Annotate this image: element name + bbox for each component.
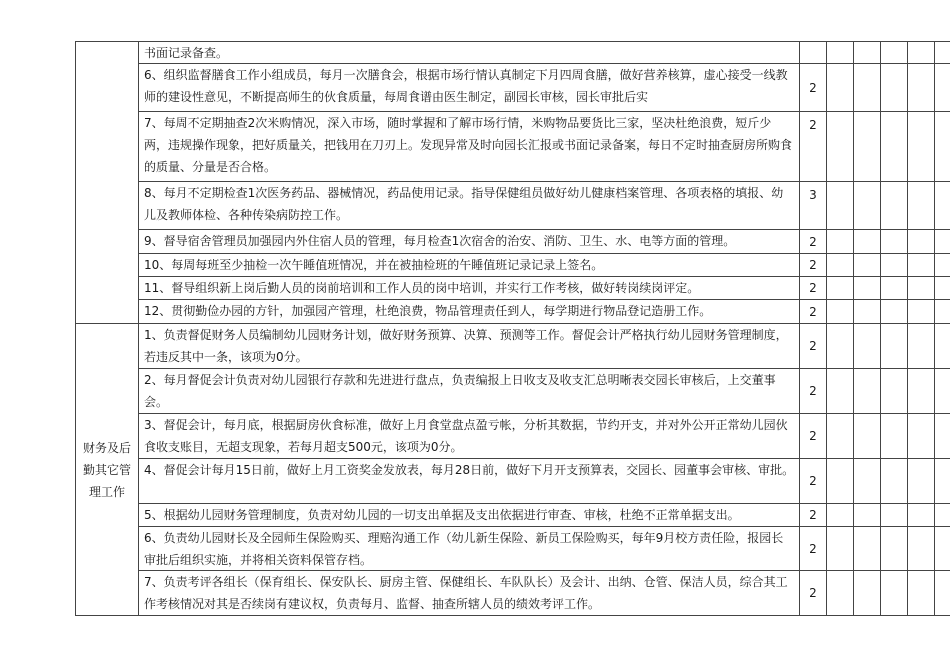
- blank-cell: [854, 504, 881, 527]
- item-text: [139, 42, 800, 64]
- score-cell: 2: [800, 254, 827, 277]
- table-row: [76, 42, 950, 64]
- blank-cell: [827, 112, 854, 182]
- table-row: [76, 414, 950, 459]
- blank-cell: [908, 369, 935, 414]
- item-text-content: 10、每周每班至少抽检一次午睡值班情况，并在被抽检班的午睡值班记录记录上签名。: [144, 258, 604, 272]
- blank-cell: [827, 504, 854, 527]
- blank-cell: [935, 182, 950, 230]
- blank-cell: [827, 254, 854, 277]
- blank-cell: [854, 230, 881, 254]
- blank-cell: [935, 324, 950, 369]
- item-text-content: 7、每周不定期抽查2次米购情况，深入市场，随时掌握和了解市场行情，米购物品要货比三家，坚决杜绝浪费，短斤少两，违规操作现象，把好质量关，把钱用在刀刃上。发现异常及时向园长汇报或书面记录备案，每日不定时抽查厨房所购食的质量、分量是否合格。: [144, 116, 793, 174]
- blank-cell: [881, 230, 908, 254]
- item-text-content: 书面记录备查。: [144, 46, 229, 60]
- blank-cell: [935, 42, 950, 64]
- blank-cell: [881, 254, 908, 277]
- blank-cell: [827, 459, 854, 504]
- item-text: [139, 459, 800, 504]
- item-text: [139, 277, 800, 300]
- score-cell: 2: [800, 369, 827, 414]
- blank-cell: [881, 414, 908, 459]
- table-row: [76, 64, 950, 112]
- blank-cell: [908, 324, 935, 369]
- blank-cell: [935, 112, 950, 182]
- blank-cell: [854, 64, 881, 112]
- table-row: [76, 571, 950, 616]
- blank-cell: [935, 230, 950, 254]
- blank-cell: [881, 324, 908, 369]
- blank-cell: [854, 42, 881, 64]
- item-text: [139, 182, 800, 230]
- table-row: [76, 504, 950, 527]
- item-text: [139, 571, 800, 616]
- blank-cell: [908, 504, 935, 527]
- blank-cell: [881, 571, 908, 616]
- blank-cell: [881, 527, 908, 571]
- item-text-content: 8、每月不定期检查1次医务药品、器械情况，药品使用记录。指导保健组员做好幼儿健康档案管理、各项表格的填报、幼儿及教师体检、各种传染病防控工作。: [144, 186, 784, 222]
- score-cell: 2: [800, 112, 827, 182]
- blank-cell: [935, 504, 950, 527]
- blank-cell: [908, 64, 935, 112]
- item-text: [139, 527, 800, 571]
- blank-cell: [908, 182, 935, 230]
- blank-cell: [827, 182, 854, 230]
- blank-cell: [908, 300, 935, 324]
- evaluation-table: [75, 41, 950, 616]
- item-text-content: 11、督导组织新上岗后勤人员的岗前培训和工作人员的岗中培训，并实行工作考核，做好转岗续岗评定。: [144, 281, 700, 295]
- blank-cell: [827, 324, 854, 369]
- blank-cell: [827, 300, 854, 324]
- score-cell: 2: [800, 571, 827, 616]
- category-cell: [76, 42, 139, 324]
- score-cell: 2: [800, 230, 827, 254]
- item-text-content: 6、负责幼儿园财长及全园师生保险购买、理赔沟通工作（幼儿新生保险、新员工保险购买，每年9月校方责任险，报园长审批后组织实施，并将相关资料保管存档。: [144, 531, 784, 567]
- blank-cell: [827, 414, 854, 459]
- blank-cell: [827, 277, 854, 300]
- table-row: [76, 459, 950, 504]
- blank-cell: [854, 571, 881, 616]
- blank-cell: [854, 277, 881, 300]
- blank-cell: [935, 459, 950, 504]
- blank-cell: [908, 414, 935, 459]
- item-text-content: 12、贯彻勤俭办园的方针，加强园产管理，杜绝浪费，物品管理责任到人，每学期进行物品登记造册工作。: [144, 304, 712, 318]
- blank-cell: [908, 230, 935, 254]
- table-row: [76, 324, 950, 369]
- item-text: [139, 64, 800, 112]
- blank-cell: [881, 277, 908, 300]
- blank-cell: [908, 254, 935, 277]
- score-cell: 2: [800, 277, 827, 300]
- score-cell: 2: [800, 300, 827, 324]
- score-cell: 3: [800, 182, 827, 230]
- item-text-content: 6、组织监督膳食工作小组成员，每月一次膳食会，根据市场行情认真制定下月四周食膳，做好营养核算，虚心接受一线教师的建设性意见，不断提高师生的伙食质量，每周食谱由医生制定，副园长审核，园长审批后实: [144, 68, 788, 104]
- item-text-content: 2、每月督促会计负责对幼儿园银行存款和先进进行盘点，负责编报上日收支及收支汇总明晰表交园长审核后，上交董事会。: [144, 373, 776, 409]
- blank-cell: [908, 42, 935, 64]
- item-text: [139, 300, 800, 324]
- table-row: [76, 300, 950, 324]
- blank-cell: [827, 64, 854, 112]
- blank-cell: [935, 300, 950, 324]
- item-text: [139, 504, 800, 527]
- score-cell: [800, 42, 827, 64]
- item-text-content: 1、负责督促财务人员编制幼儿园财务计划，做好财务预算、决算、预测等工作。督促会计严格执行幼儿园财务管理制度，若违反其中一条，该项为0分。: [144, 328, 788, 364]
- blank-cell: [854, 182, 881, 230]
- blank-cell: [854, 112, 881, 182]
- blank-cell: [854, 254, 881, 277]
- score-cell: 2: [800, 324, 827, 369]
- blank-cell: [881, 42, 908, 64]
- item-text: [139, 112, 800, 182]
- blank-cell: [854, 369, 881, 414]
- blank-cell: [881, 182, 908, 230]
- blank-cell: [935, 277, 950, 300]
- item-text: [139, 324, 800, 369]
- blank-cell: [935, 414, 950, 459]
- blank-cell: [908, 527, 935, 571]
- score-cell: 2: [800, 459, 827, 504]
- item-text-content: 9、督导宿舍管理员加强园内外住宿人员的管理，每月检查1次宿舍的治安、消防、卫生、水、电等方面的管理。: [144, 234, 736, 248]
- blank-cell: [827, 42, 854, 64]
- category-cell: 财务及后勤其它管理工作: [76, 324, 139, 616]
- table-row: [76, 112, 950, 182]
- blank-cell: [881, 300, 908, 324]
- item-text-content: 4、督促会计每月15日前，做好上月工资奖金发放表，每月28日前，做好下月开支预算表，交园长、园董事会审核、审批。: [144, 463, 795, 477]
- blank-cell: [908, 571, 935, 616]
- blank-cell: [827, 230, 854, 254]
- blank-cell: [827, 527, 854, 571]
- blank-cell: [935, 571, 950, 616]
- blank-cell: [854, 414, 881, 459]
- blank-cell: [935, 64, 950, 112]
- blank-cell: [908, 277, 935, 300]
- score-cell: 2: [800, 414, 827, 459]
- blank-cell: [827, 369, 854, 414]
- blank-cell: [854, 324, 881, 369]
- blank-cell: [854, 459, 881, 504]
- item-text: [139, 230, 800, 254]
- blank-cell: [881, 504, 908, 527]
- table-row: [76, 527, 950, 571]
- blank-cell: [881, 112, 908, 182]
- blank-cell: [935, 527, 950, 571]
- item-text: [139, 369, 800, 414]
- blank-cell: [881, 459, 908, 504]
- table-row: [76, 182, 950, 230]
- blank-cell: [908, 112, 935, 182]
- table-row: [76, 230, 950, 254]
- score-cell: 2: [800, 527, 827, 571]
- score-cell: 2: [800, 64, 827, 112]
- blank-cell: [908, 459, 935, 504]
- blank-cell: [881, 369, 908, 414]
- item-text: [139, 254, 800, 277]
- blank-cell: [881, 64, 908, 112]
- score-cell: 2: [800, 504, 827, 527]
- blank-cell: [854, 527, 881, 571]
- blank-cell: [827, 571, 854, 616]
- item-text: [139, 414, 800, 459]
- table-row: [76, 369, 950, 414]
- blank-cell: [935, 369, 950, 414]
- item-text-content: 5、根据幼儿园财务管理制度，负责对幼儿园的一切支出单据及支出依据进行审查、审核，杜绝不正常单据支出。: [144, 508, 740, 522]
- table-row: [76, 277, 950, 300]
- item-text-content: 3、督促会计，每月底，根据厨房伙食标准，做好上月食堂盘点盈亏帐，分析其数据，节约开支，并对外公开正常幼儿园伙食收支账目，无超支现象，若每月超支500元，该项为0分。: [144, 418, 788, 454]
- blank-cell: [854, 300, 881, 324]
- table-row: [76, 254, 950, 277]
- item-text-content: 7、负责考评各组长（保育组长、保安队长、厨房主管、保健组长、车队队长）及会计、出纳、仓管、保洁人员，综合其工作考核情况对其是否续岗有建议权，负责每月、监督、抽查所辖人员的绩效考评工作。: [144, 575, 788, 611]
- blank-cell: [935, 254, 950, 277]
